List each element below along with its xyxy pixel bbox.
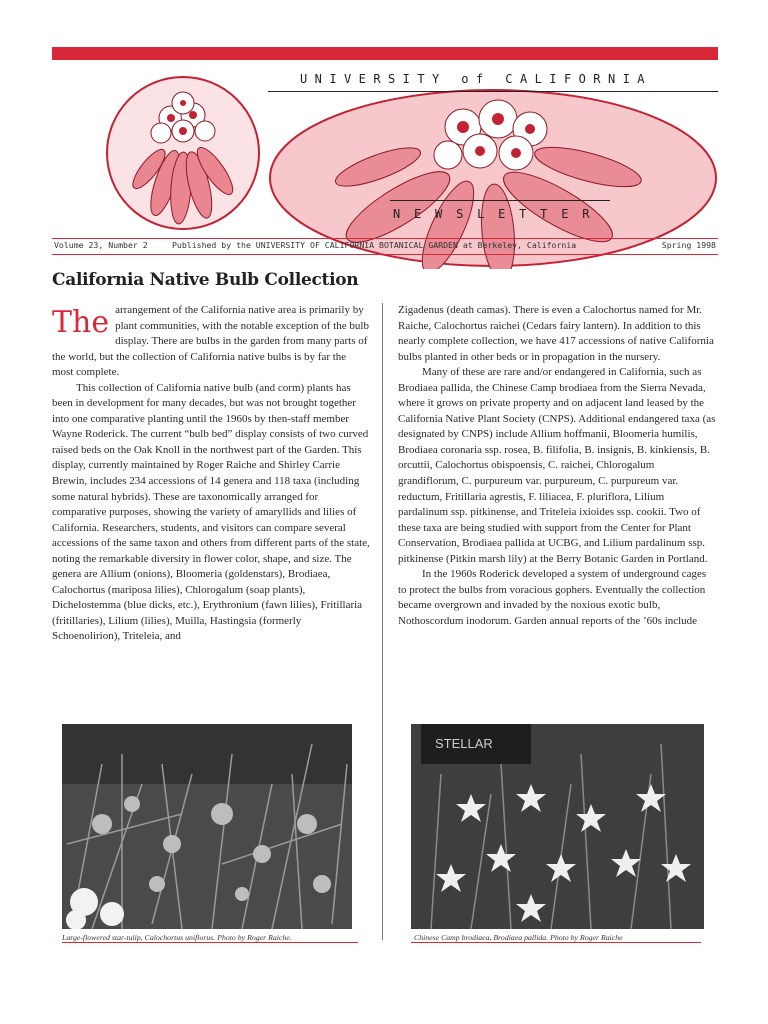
newsletter-title: NEWSLETTER (393, 207, 604, 221)
sign-text: STELLAR (435, 736, 493, 751)
masthead-divider-top (52, 238, 718, 239)
caption-rule-left (62, 942, 358, 943)
article-column-right (398, 303, 716, 629)
newsletter-rule (390, 200, 610, 201)
university-title: UNIVERSITY of CALIFORNIA (300, 72, 652, 86)
paragraph-text: arrangement of the California native area is primarily by plant communities, with the notable exception of the bulb display. There are bulbs in the garden from many parts of the world, but the collection of California native bulbs is by far the most complete. (52, 304, 369, 379)
masthead-divider-bottom (52, 254, 718, 255)
star-tulip-photo (62, 724, 352, 929)
paragraph: Zigadenus (death camas). There is even a Calochortus named for Mr. Raiche, Calochortus raichei (Cedars fairy lantern). In addition to this nearly complete collection, we have 417 accessions of native California bulbs planted in other beds or in propagation in the nursery. (398, 304, 714, 363)
photo-caption-right: Chinese Camp brodiaea, Brodiaea pallida. Photo by Roger Raiche (414, 933, 623, 942)
column-divider (382, 303, 383, 940)
article-column-left (52, 303, 370, 645)
paragraph: In the 1960s Roderick developed a system of underground cages to protect the bulbs from voracious gophers. Eventually the collection became overgrown and invaded by the noxious exotic bulb, Nothoscordum inodorum. Garden annual reports of the ’60s include (398, 568, 707, 627)
university-rule (268, 91, 718, 92)
article-title: California Native Bulb Collection (52, 270, 359, 290)
dropcap: The (52, 305, 110, 340)
paragraph (52, 303, 370, 381)
masthead-red-bar (52, 47, 718, 60)
volume-number: Volume 23, Number 2 (54, 240, 148, 250)
flower-logo-small-icon (103, 73, 263, 233)
publisher-line: Published by the UNIVERSITY OF CALIFORNIA BOTANICAL GARDEN at Berkeley, California (172, 240, 577, 250)
issue-date: Spring 1998 (661, 240, 716, 250)
photo-caption-left: Large-flowered star-tulip, Calochortus uniflorus. Photo by Roger Raiche. (62, 933, 292, 942)
brodiaea-photo (411, 724, 704, 929)
paragraph: This collection of California native bulb (and corm) plants has been in development for many decades, but was not brought together into one comparative planting until the 1960s by then-staff member Wayne Roderick. The current “bulb bed” display consists of two curved raised beds on the Oak Knoll in the northwest part of the Garden. This display, currently maintained by Roger Raiche and Shirley Carrie Brewin, includes 234 accessions of 14 genera and 118 taxa (including some natural hybrids). These are taxonomically arranged for comparative purposes, showing the variety of amaryllids and lilies of California. Researchers, students, and visitors can compare several accessions of the same taxon and others from different parts of the state, noting the remarkable diversity in flower color, shape, and size. The genera are Allium (onions), Bloomeria (goldenstars), Brodiaea, Calochortus (mariposa lilies), Chlorogalum (soap plants), Dichelostemma (blue dicks, etc.), Erythronium (fawn lilies), Fritillaria (fritillaries), Lilium (lilies), Muilla, Hastingsia (formerly Schoenolirion), Triteleia, and (52, 381, 370, 643)
paragraph: Many of these are rare and/or endangered in California, such as Brodiaea pallida, the Chinese Camp brodiaea from the Sierra Nevada, where it grows on private property and on adjacent land leased by the California Native Plant Society (CNPS). Additional endangered taxa (as designated by CNPS) include Allium hoffmanii, Bloomeria humilis, Brodiaea coronaria ssp. rosea, B. filifolia, B. insignis, B. kinkiensis, B. orcuttii, Calochortus obispoensis, C. raichei, Chlorogalum grandiflorum, C. purpureum var. purpureum, C. purpureum var. reductum, Fritillaria agrestis, F. liliacea, F. pluriflora, Lilium pardalinum ssp. pitkinense, and Triteleia ixioides ssp. cookii. Two of these taxa are being studied with support from the Center for Plant Conservation, Brodiaea pallida at UCBG, and Lilium pardalinum ssp. pitkinense (Pitkin marsh lily) at the Berry Botanic Garden in Portland. (398, 366, 716, 565)
caption-rule-right (411, 942, 701, 943)
